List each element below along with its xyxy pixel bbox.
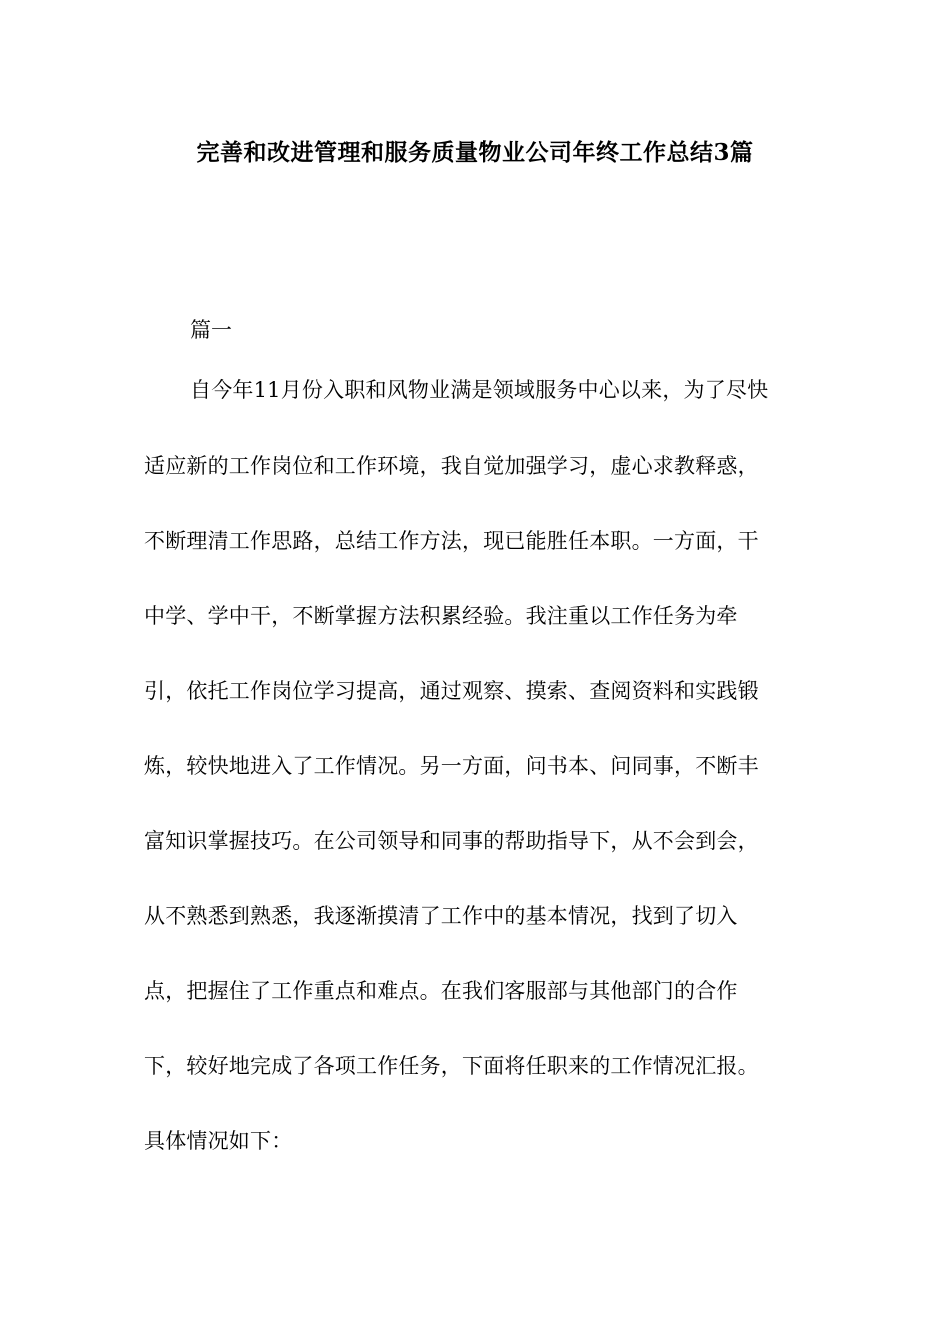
paragraph-line: 引，依托工作岗位学习提高，通过观察、摸索、查阅资料和实践锻 bbox=[144, 679, 759, 703]
paragraph-line: 炼，较快地进入了工作情况。另一方面，问书本、问同事，不断丰 bbox=[144, 754, 759, 778]
paragraph-line: 不断理清工作思路，总结工作方法，现已能胜任本职。一方面，干 bbox=[144, 529, 759, 553]
paragraph-line: 从不熟悉到熟悉，我逐渐摸清了工作中的基本情况，找到了切入 bbox=[144, 904, 738, 928]
section-heading: 篇一 bbox=[190, 318, 232, 342]
paragraph-line: 点，把握住了工作重点和难点。在我们客服部与其他部门的合作 bbox=[144, 979, 738, 1003]
document-title: 完善和改进管理和服务质量物业公司年终工作总结3篇 bbox=[196, 139, 754, 166]
paragraph-line: 下，较好地完成了各项工作任务，下面将任职来的工作情况汇报。 bbox=[144, 1054, 759, 1078]
paragraph-line: 具体情况如下： bbox=[144, 1129, 293, 1153]
paragraph-line: 中学、学中干，不断掌握方法积累经验。我注重以工作任务为牵 bbox=[144, 604, 738, 628]
paragraph-line: 富知识掌握技巧。在公司领导和同事的帮助指导下，从不会到会， bbox=[144, 829, 759, 853]
paragraph-line: 适应新的工作岗位和工作环境，我自觉加强学习，虚心求教释惑， bbox=[144, 454, 759, 478]
paragraph-line: 自今年11月份入职和风物业满是领域服务中心以来，为了尽快 bbox=[190, 378, 769, 402]
